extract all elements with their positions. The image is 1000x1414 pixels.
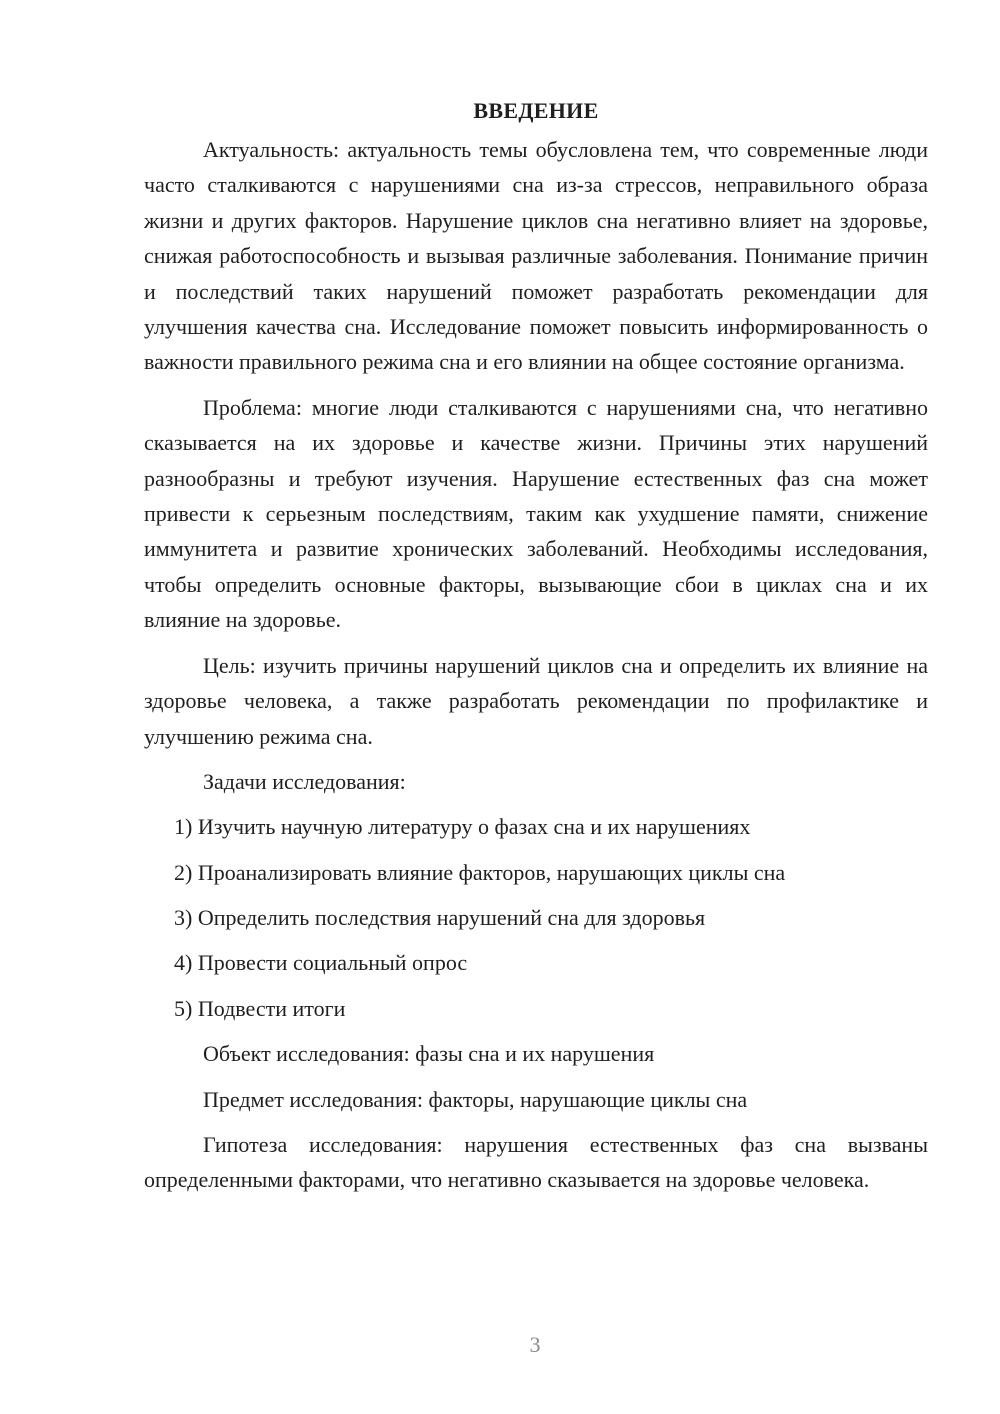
list-item: 2) Проанализировать влияние факторов, нарушающих циклы сна [174,859,786,885]
relevance-paragraph: Актуальность: актуальность темы обусловлена тем, что современные люди часто сталкиваются с нарушениями сна из-за стрессов, неправильного образа жизни и других факторов. Нарушение циклов сна негативно влияет на здоровье, снижая работоспособность и вызывая различные заболевания. Понимание причин и последствий таких нарушений поможет разработать рекомендации для улучшения качества сна. Исследование поможет повысить информированность о важности правильного режима сна и его влиянии на общее состояние организма. [144,137,928,375]
page-content [144,92,928,1208]
research-object: Объект исследования: фазы сна и их нарушения [203,1041,655,1067]
page-number: 3 [529,1332,541,1357]
list-item: 4) Провести социальный опрос [174,950,468,976]
tasks-list [144,809,928,1036]
problem-paragraph: Проблема: многие люди сталкиваются с нарушениями сна, что негативно сказывается на их здоровье и качестве жизни. Причины этих нарушений разнообразны и требуют изучения. Нарушение естественных фаз сна может привести к серьезным последствиям, таким как ухудшение памяти, снижение иммунитета и развитие хронических заболеваний. Необходимы исследования, чтобы определить основные факторы, вызывающие сбои в циклах сна и их влияние на здоровье. [144,394,928,633]
hypothesis-paragraph: Гипотеза исследования: нарушения естественных фаз сна вызваны определенными факторами, что негативно сказывается на здоровье человека. [144,1132,928,1193]
list-item: 1) Изучить научную литературу о фазах сна и их нарушениях [174,814,751,840]
list-item: 3) Определить последствия нарушений сна для здоровья [174,905,706,931]
goal-paragraph: Цель: изучить причины нарушений циклов сна и определить их влияние на здоровье человека, а также разработать рекомендации по профилактике и улучшению режима сна. [144,652,928,749]
list-item: 5) Подвести итоги [174,995,346,1021]
page-title: ВВЕДЕНИЕ [473,98,599,123]
tasks-heading: Задачи исследования: [203,768,406,794]
research-subject: Предмет исследования: факторы, нарушающие циклы сна [203,1086,748,1112]
